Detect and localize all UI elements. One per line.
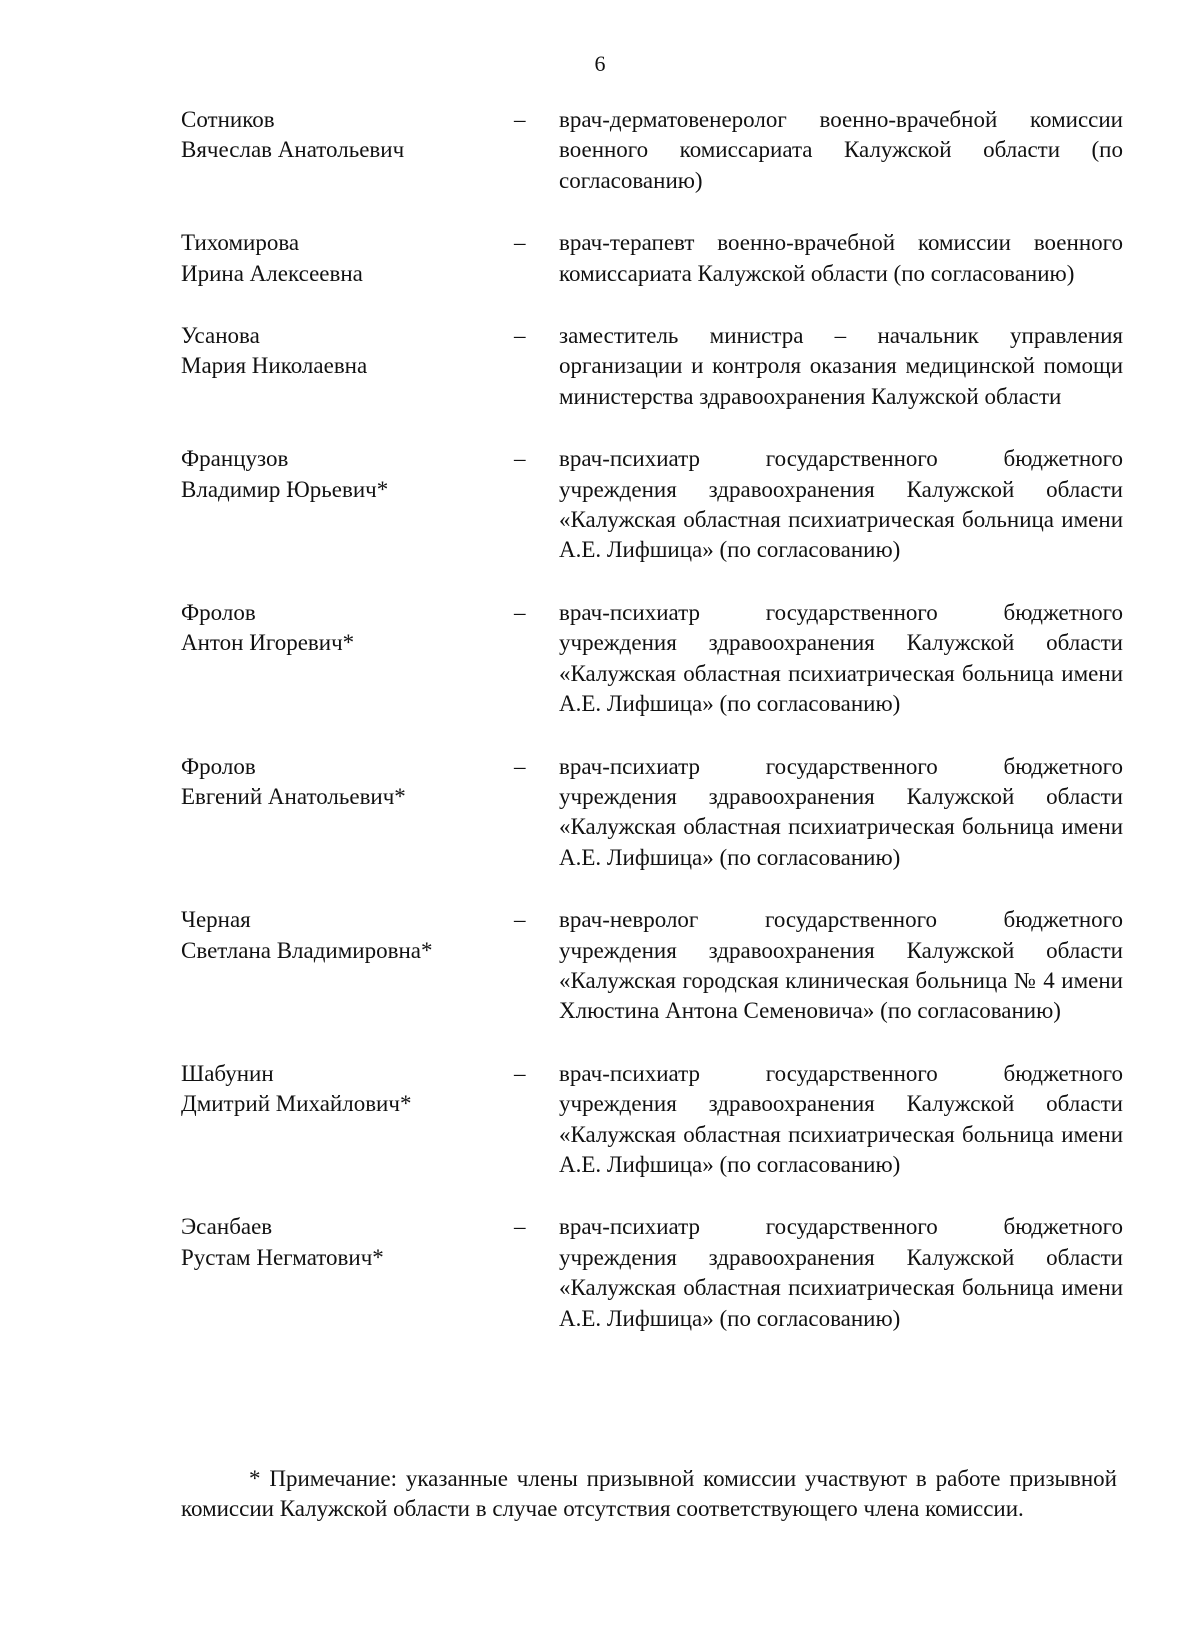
member-surname: Фролов <box>181 753 256 779</box>
member-name <box>181 1212 501 1273</box>
member-name <box>181 105 501 166</box>
member-given-name: Светлана Владимировна* <box>181 937 433 963</box>
member-entry <box>181 752 1123 874</box>
dash-separator: – <box>514 107 526 132</box>
member-name <box>181 905 501 966</box>
dash-separator: – <box>514 1214 526 1240</box>
member-surname: Шабунин <box>181 1060 274 1086</box>
member-entry <box>181 105 1123 196</box>
page-number: 6 <box>594 51 606 76</box>
member-surname: Французов <box>181 446 289 472</box>
dash-separator: – <box>514 753 526 779</box>
member-surname: Сотников <box>181 107 275 132</box>
member-given-name: Ирина Алексеевна <box>181 260 363 286</box>
member-entry <box>181 905 1123 1027</box>
member-entry <box>181 598 1123 720</box>
member-surname: Усанова <box>181 323 260 349</box>
member-entry <box>181 228 1123 289</box>
member-name <box>181 228 501 289</box>
member-position: врач-терапевт военно-врачебной комиссии военного комиссариата Калужской области (по согласованию) <box>559 230 1123 286</box>
member-entry <box>181 321 1123 412</box>
member-entry <box>181 1059 1123 1181</box>
member-given-name: Дмитрий Михайлович* <box>181 1091 412 1117</box>
member-surname: Тихомирова <box>181 230 300 256</box>
member-given-name: Вячеслав Анатольевич <box>181 137 405 163</box>
dash-separator: – <box>514 1060 526 1086</box>
member-name <box>181 1059 501 1120</box>
commission-members-list <box>181 105 1123 1366</box>
member-position: врач-психиатр государственного бюджетного учреждения здравоохранения Калужской области «Калужская областная психиатрическая больница имени А.Е. Лифшица» (по согласованию) <box>559 753 1123 870</box>
dash-separator: – <box>514 446 526 472</box>
member-given-name: Антон Игоревич* <box>181 630 355 656</box>
member-position: врач-дерматовенеролог военно-врачебной комиссии военного комиссариата Калужской области (по согласованию) <box>559 107 1123 193</box>
member-position: заместитель министра – начальник управления организации и контроля оказания медицинской помощи министерства здравоохранения Калужской области <box>559 323 1123 409</box>
member-entry <box>181 1212 1123 1334</box>
dash-separator: – <box>514 907 526 933</box>
member-surname: Эсанбаев <box>181 1214 273 1240</box>
member-surname: Фролов <box>181 599 256 625</box>
member-name <box>181 752 501 813</box>
member-entry <box>181 444 1123 566</box>
dash-separator: – <box>514 599 526 625</box>
member-given-name: Евгений Анатольевич* <box>181 783 406 809</box>
footnote-note: * Примечание: указанные члены призывной комиссии участвуют в работе призывной комиссии Калужской области в случае отсутствия соответствующего члена комиссии. <box>181 1466 1117 1522</box>
member-position: врач-невролог государственного бюджетного учреждения здравоохранения Калужской области «Калужская городская клиническая больница № 4 имени Хлюстина Антона Семеновича» (по согласованию) <box>559 907 1123 1024</box>
member-given-name: Владимир Юрьевич* <box>181 476 389 502</box>
member-given-name: Рустам Негматович* <box>181 1244 384 1270</box>
dash-separator: – <box>514 230 526 256</box>
member-position: врач-психиатр государственного бюджетного учреждения здравоохранения Калужской области «Калужская областная психиатрическая больница имени А.Е. Лифшица» (по согласованию) <box>559 599 1123 717</box>
member-name <box>181 321 501 382</box>
member-given-name: Мария Николаевна <box>181 353 368 379</box>
member-position: врач-психиатр государственного бюджетного учреждения здравоохранения Калужской области «Калужская областная психиатрическая больница имени А.Е. Лифшица» (по согласованию) <box>559 1214 1123 1331</box>
member-position: врач-психиатр государственного бюджетного учреждения здравоохранения Калужской области «Калужская областная психиатрическая больница имени А.Е. Лифшица» (по согласованию) <box>559 1060 1123 1177</box>
member-name <box>181 598 501 659</box>
dash-separator: – <box>514 323 526 349</box>
member-name <box>181 444 501 505</box>
member-position: врач-психиатр государственного бюджетного учреждения здравоохранения Калужской области «Калужская областная психиатрическая больница имени А.Е. Лифшица» (по согласованию) <box>559 446 1123 563</box>
member-surname: Черная <box>181 907 251 933</box>
